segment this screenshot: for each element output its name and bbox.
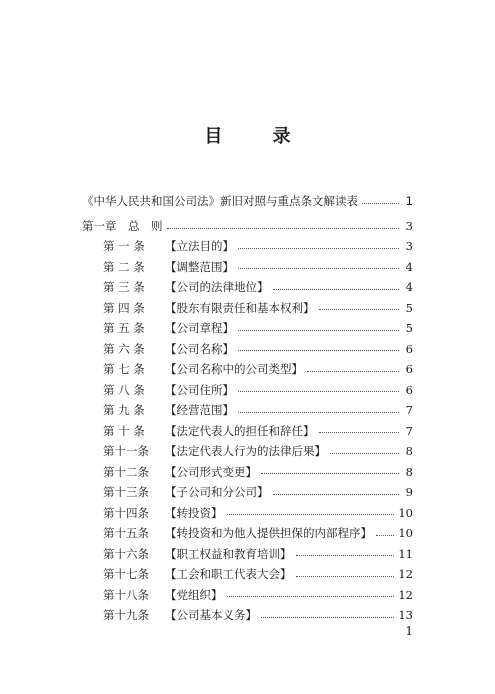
article-title: 【转投资和为他人提供担保的内部程序】 xyxy=(165,526,372,540)
article-title: 【公司住所】 xyxy=(165,382,234,397)
toc-page-number: 6 xyxy=(405,341,413,356)
toc-leader-dots xyxy=(238,350,399,351)
article-number: 第 六 条 xyxy=(103,341,145,356)
toc-leader-dots xyxy=(376,535,394,536)
toc-leader-dots xyxy=(238,248,399,249)
toc-leader-dots xyxy=(319,432,400,433)
article-number: 第十八条 xyxy=(103,587,149,602)
article-number: 第十六条 xyxy=(103,546,149,561)
toc-page-number: 11 xyxy=(398,546,413,561)
toc-entry-article[interactable] xyxy=(103,279,413,295)
article-number: 第十三条 xyxy=(103,485,149,499)
toc-leader-dots xyxy=(261,473,399,474)
article-title: 【子公司和分公司】 xyxy=(165,485,269,499)
article-number: 第 十 条 xyxy=(103,423,145,438)
toc-entry-article[interactable] xyxy=(103,505,413,521)
toc-leader-dots xyxy=(238,391,399,392)
article-title: 【转投资】 xyxy=(165,505,223,520)
article-title: 【法定代表人的担任和辞任】 xyxy=(165,423,315,438)
toc-entry-article[interactable] xyxy=(103,382,413,398)
article-number: 第十二条 xyxy=(103,464,149,479)
article-number: 第 二 条 xyxy=(103,259,145,274)
toc-entry-article[interactable] xyxy=(103,320,413,336)
article-number: 第十七条 xyxy=(103,567,149,581)
toc-page-number: 5 xyxy=(405,321,413,335)
article-title: 【公司章程】 xyxy=(165,321,234,335)
page-title: 目 录 xyxy=(204,126,313,147)
article-title: 【公司的法律地位】 xyxy=(165,280,269,294)
toc-page-number: 13 xyxy=(398,608,413,622)
toc-entry-article[interactable] xyxy=(103,566,413,582)
toc-page-number: 7 xyxy=(405,403,413,417)
toc-leader-dots xyxy=(296,555,395,556)
toc-page-number: 5 xyxy=(405,300,413,315)
article-number: 第十四条 xyxy=(103,505,149,520)
article-number: 第 九 条 xyxy=(103,403,145,417)
toc-leader-dots xyxy=(273,289,400,290)
article-number: 第 五 条 xyxy=(103,321,145,335)
toc-entry-article[interactable] xyxy=(103,300,413,316)
article-number: 第十五条 xyxy=(103,526,149,540)
toc-leader-dots xyxy=(296,576,395,577)
toc-entry-chapter[interactable] xyxy=(82,218,413,234)
toc-entry-article[interactable] xyxy=(103,607,413,623)
toc-entry-article[interactable] xyxy=(103,484,413,500)
toc-page-number: 8 xyxy=(405,444,413,458)
toc-leader-dots xyxy=(227,514,395,515)
article-number: 第十九条 xyxy=(103,608,149,622)
toc-entry-label: 《中华人民共和国公司法》新旧对照与重点条文解读表 xyxy=(82,194,358,208)
toc-leader-dots xyxy=(238,412,399,413)
toc-page-number: 8 xyxy=(405,464,413,479)
toc-entry-article[interactable] xyxy=(103,464,413,480)
article-title: 【立法目的】 xyxy=(165,239,234,253)
toc-leader-dots xyxy=(227,596,395,597)
toc-leader-dots xyxy=(261,617,394,618)
article-title: 【公司基本义务】 xyxy=(165,608,257,622)
article-number: 第 四 条 xyxy=(103,300,145,315)
article-number: 第 八 条 xyxy=(103,382,145,397)
toc-entry-article[interactable] xyxy=(103,238,413,254)
article-title: 【法定代表人行为的法律后果】 xyxy=(165,444,326,458)
toc-leader-dots xyxy=(362,203,399,204)
page-number-footer: 1 xyxy=(405,624,413,638)
toc-leader-dots xyxy=(319,309,400,310)
article-number: 第十一条 xyxy=(103,444,149,458)
toc-leader-dots xyxy=(330,453,399,454)
toc-entry-article[interactable] xyxy=(103,361,413,377)
article-title: 【工会和职工代表大会】 xyxy=(165,567,292,581)
article-title: 【股东有限责任和基本权利】 xyxy=(165,300,315,315)
toc-page-number: 10 xyxy=(398,526,413,540)
toc-page-number: 1 xyxy=(405,194,413,208)
toc-entry-article[interactable] xyxy=(103,402,413,418)
toc-page-number: 4 xyxy=(405,259,413,274)
toc-leader-dots xyxy=(238,330,399,331)
article-title: 【公司形式变更】 xyxy=(165,464,257,479)
article-title: 【经营范围】 xyxy=(165,403,234,417)
toc-entry-article[interactable] xyxy=(103,423,413,439)
toc-page-number: 3 xyxy=(405,239,413,253)
article-number: 第 七 条 xyxy=(103,362,145,376)
toc-leader-dots xyxy=(273,494,400,495)
toc-entry-article[interactable] xyxy=(103,546,413,562)
toc-entry-intro[interactable] xyxy=(82,193,413,209)
toc-leader-dots xyxy=(307,371,399,372)
toc-entry-article[interactable] xyxy=(103,525,413,541)
article-title: 【公司名称中的公司类型】 xyxy=(165,362,303,376)
toc-entry-article[interactable] xyxy=(103,587,413,603)
article-number: 第 一 条 xyxy=(103,239,145,253)
toc-leader-dots xyxy=(238,268,399,269)
article-title: 【调整范围】 xyxy=(165,259,234,274)
toc-entry-article[interactable] xyxy=(103,443,413,459)
toc-leader-dots xyxy=(167,228,400,229)
toc-page-number: 4 xyxy=(405,280,413,294)
toc-page-number: 12 xyxy=(398,587,413,602)
toc-page-number: 6 xyxy=(405,362,413,376)
article-title: 【公司名称】 xyxy=(165,341,234,356)
article-title: 【党组织】 xyxy=(165,587,223,602)
toc-entry-article[interactable] xyxy=(103,259,413,275)
toc-page-number: 6 xyxy=(405,382,413,397)
toc-page-number: 10 xyxy=(398,505,413,520)
article-number: 第 三 条 xyxy=(103,280,145,294)
toc-page-number: 9 xyxy=(405,485,413,499)
toc-page-number: 3 xyxy=(405,219,413,233)
toc-entry-article[interactable] xyxy=(103,341,413,357)
article-title: 【职工权益和教育培训】 xyxy=(165,546,292,561)
toc-page-number: 7 xyxy=(405,423,413,438)
toc-page-number: 12 xyxy=(398,567,413,581)
toc-chapter-label: 第一章 总 则 xyxy=(82,219,163,233)
